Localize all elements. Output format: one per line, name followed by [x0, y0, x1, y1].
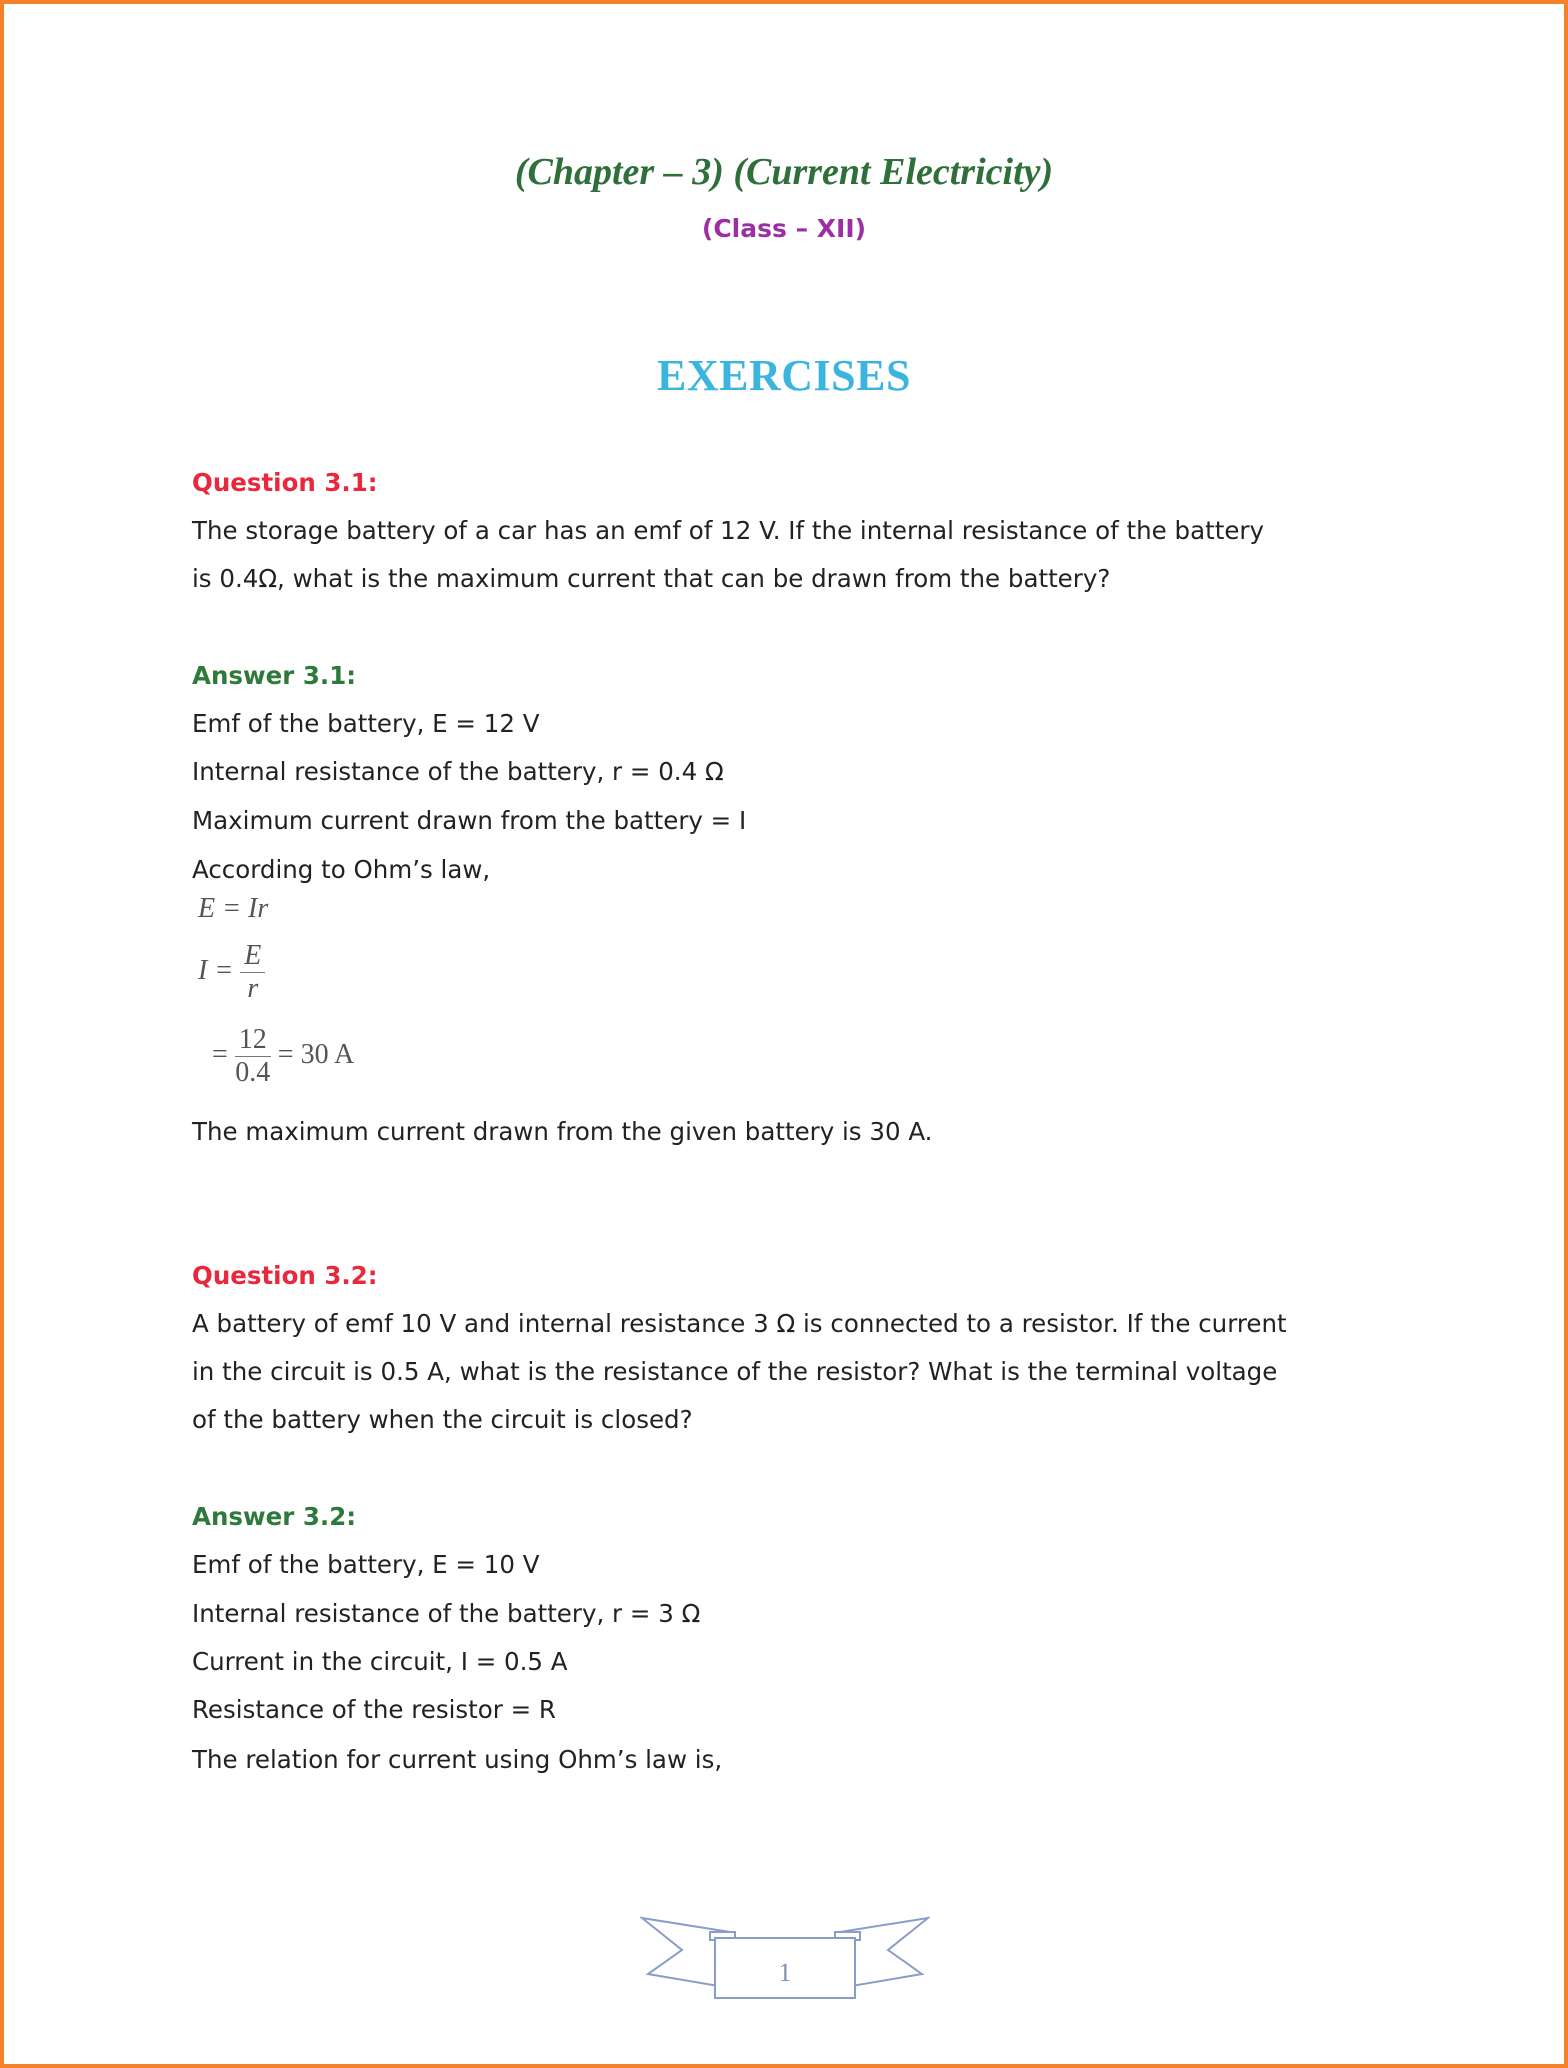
answer-text-line: Emf of the battery, E = 12 V — [192, 709, 540, 738]
answer-text-line: Internal resistance of the battery, r = 3 Ω — [192, 1599, 701, 1628]
equation-ohms-law: E = Ir — [198, 893, 269, 924]
question-text-line: The storage battery of a car has an emf of 12 V. If the internal resistance of the battery — [192, 516, 1264, 545]
fraction-denominator: r — [247, 973, 259, 1004]
answer-text-line: According to Ohm’s law, — [192, 855, 491, 884]
equation-result — [212, 1024, 354, 1089]
fraction — [235, 1024, 271, 1089]
equation-lhs: I = — [198, 954, 234, 986]
page-number-badge — [640, 1910, 930, 2010]
class-label: (Class – XII) — [701, 214, 867, 243]
answer-label: Answer 3.1: — [192, 661, 357, 690]
question-label: Question 3.2: — [192, 1261, 378, 1290]
fraction — [240, 940, 265, 1005]
question-text-line: of the battery when the circuit is closed? — [192, 1405, 693, 1434]
fraction-denominator: 0.4 — [235, 1057, 271, 1088]
equation-result-value: = 30 A — [277, 1038, 355, 1070]
equation-equals: = — [212, 1038, 228, 1070]
answer-text-line: Internal resistance of the battery, r = 0.4 Ω — [192, 757, 724, 786]
document-body — [192, 0, 1382, 2068]
question-text-line: is 0.4Ω, what is the maximum current that can be drawn from the battery? — [192, 564, 1111, 593]
chapter-title: (Chapter – 3) (Current Electricity) — [514, 151, 1054, 193]
answer-text-line: The relation for current using Ohm’s law is, — [192, 1745, 723, 1774]
question-label: Question 3.1: — [192, 468, 378, 497]
equation-current — [198, 940, 265, 1005]
fraction-numerator: E — [240, 940, 265, 973]
answer-text-line: Resistance of the resistor = R — [192, 1695, 556, 1724]
question-text-line: in the circuit is 0.5 A, what is the resistance of the resistor? What is the terminal voltage — [192, 1357, 1278, 1386]
section-title: EXERCISES — [657, 351, 911, 400]
answer-label: Answer 3.2: — [192, 1502, 357, 1531]
fraction-numerator: 12 — [235, 1024, 271, 1057]
answer-text-line: Current in the circuit, I = 0.5 A — [192, 1647, 568, 1676]
question-text-line: A battery of emf 10 V and internal resistance 3 Ω is connected to a resistor. If the current — [192, 1309, 1287, 1338]
answer-conclusion: The maximum current drawn from the given battery is 30 A. — [192, 1117, 933, 1146]
answer-text-line: Maximum current drawn from the battery = I — [192, 806, 747, 835]
answer-text-line: Emf of the battery, E = 10 V — [192, 1550, 540, 1579]
page-number: 1 — [778, 1958, 792, 1987]
